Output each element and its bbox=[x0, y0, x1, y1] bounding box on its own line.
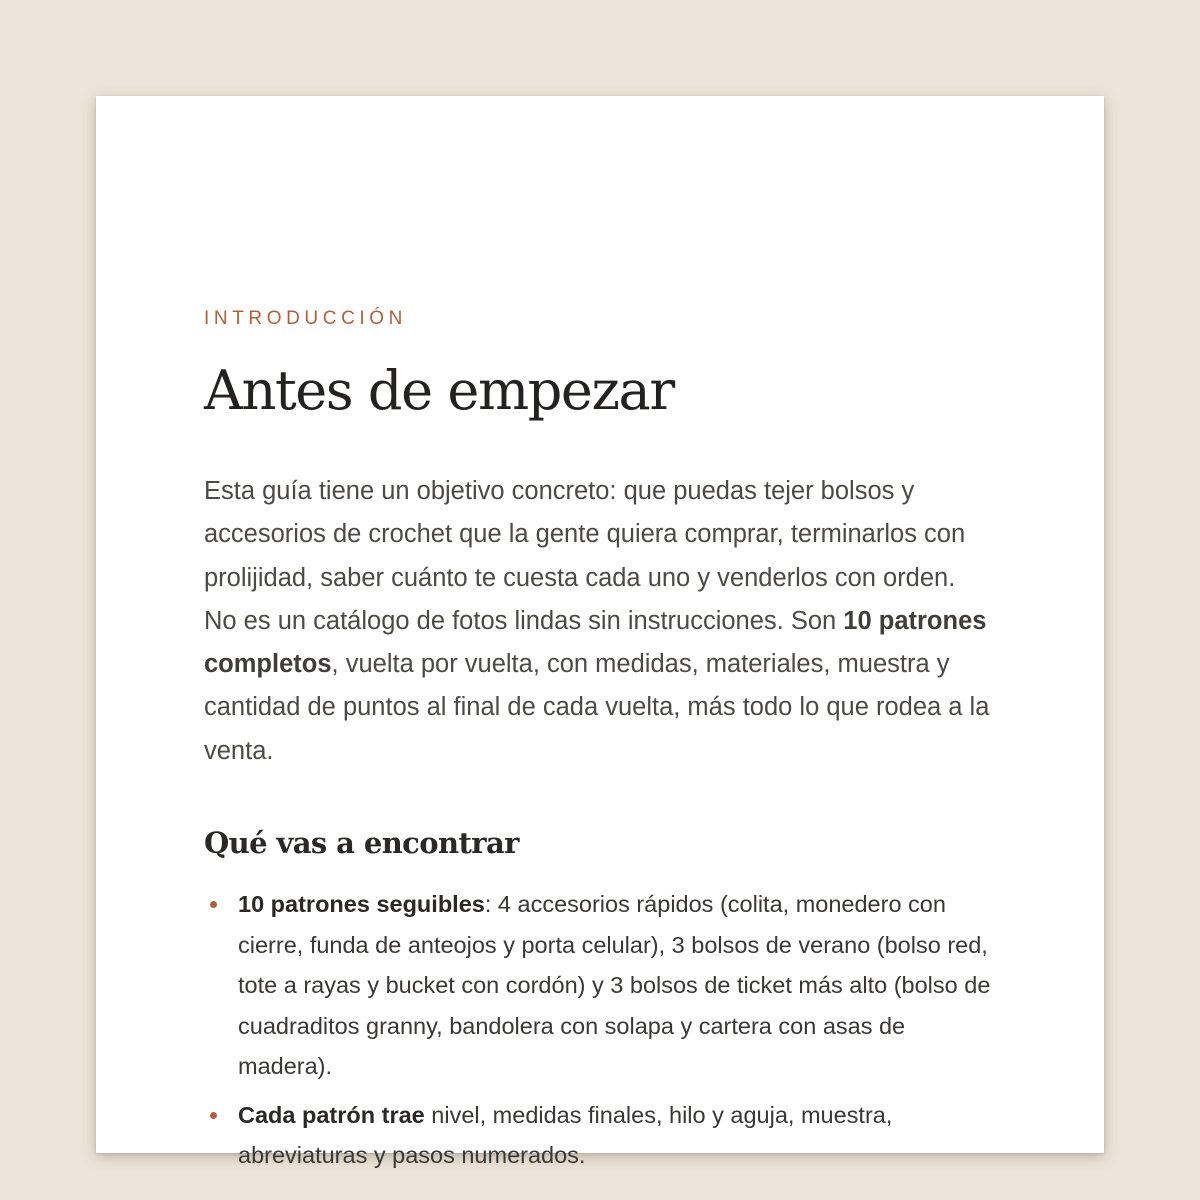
document-page bbox=[96, 96, 1104, 1169]
section-eyebrow: INTRODUCCIÓN bbox=[204, 308, 407, 329]
list-item-lead: 10 patrones seguibles bbox=[238, 891, 485, 918]
page-content bbox=[204, 309, 994, 1184]
list-item bbox=[204, 884, 994, 1087]
page-title: Antes de empezar bbox=[204, 359, 674, 422]
bullet-dot-icon bbox=[210, 901, 217, 908]
list-item-text: : 4 accesorios rápidos (colita, monedero con cierre, funda de anteojos y porta celular), 3 bolsos de verano (bolso red, tote a rayas y bucket con cordón) y 3 bolsos de ticket más alto (bolso de cuadraditos granny, bandolera con solapa y cartera con asas de madera). bbox=[238, 891, 991, 1080]
bullet-dot-icon bbox=[210, 1112, 217, 1119]
contents-list bbox=[204, 884, 994, 1176]
section-heading: Qué vas a encontrar bbox=[204, 826, 519, 861]
intro-emphasis: 10 patrones completos bbox=[204, 606, 987, 679]
intro-text-end: , vuelta por vuelta, con medidas, materiales, muestra y cantidad de puntos al final de cada vuelta, más todo lo que rodea a la venta. bbox=[204, 650, 990, 765]
list-item-text: nivel, medidas finales, hilo y aguja, muestra, abreviaturas y pasos numerados. bbox=[238, 1101, 893, 1169]
list-item-lead: Cada patrón trae bbox=[238, 1101, 425, 1128]
intro-paragraph bbox=[204, 470, 994, 773]
list-item bbox=[204, 1095, 994, 1176]
intro-text-start: Esta guía tiene un objetivo concreto: que puedas tejer bolsos y accesorios de crochet que la gente quiera comprar, terminarlos con prolijidad, saber cuánto te cuesta cada uno y venderlos con orden. No es un catálogo de fotos lindas sin instrucciones. Son bbox=[204, 477, 966, 635]
